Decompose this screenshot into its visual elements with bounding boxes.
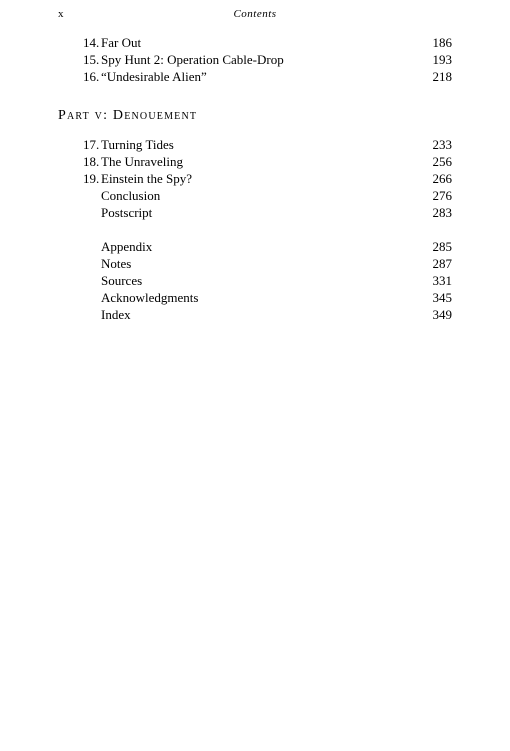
toc-entry: [0, 51, 510, 68]
chapter-title: Postscript: [101, 205, 153, 220]
back-matter-entry: [0, 272, 510, 289]
chapter-title: Conclusion: [101, 188, 161, 203]
back-matter-title: Notes: [101, 256, 132, 271]
back-matter-entry: [0, 255, 510, 272]
chapter-title: Turning Tides: [101, 137, 174, 152]
chapter-number: 15.: [83, 52, 100, 67]
page-number: 331: [432, 273, 452, 288]
page-number: 283: [432, 205, 452, 220]
chapter-number: 17.: [83, 137, 100, 152]
page-number: 287: [432, 256, 452, 271]
chapter-title: Einstein the Spy?: [101, 171, 192, 186]
chapter-title: Far Out: [101, 35, 142, 50]
running-head-title: Contents: [233, 8, 277, 20]
toc-entry: [0, 204, 510, 221]
chapter-number: 19.: [83, 171, 100, 186]
page-number: 345: [432, 290, 452, 305]
chapter-title: “Undesirable Alien”: [101, 69, 207, 84]
back-matter-title: Index: [101, 307, 131, 322]
back-matter-entry: [0, 238, 510, 255]
toc-entry: [0, 68, 510, 85]
page-folio: x: [58, 8, 64, 20]
page-number: 285: [432, 239, 452, 254]
chapter-number: 14.: [83, 35, 100, 50]
page-number: 266: [432, 171, 452, 186]
page-number: 186: [432, 35, 452, 50]
toc-entry: [0, 136, 510, 153]
chapter-number: 16.: [83, 69, 100, 84]
back-matter-title: Sources: [101, 273, 143, 288]
chapter-title: The Unraveling: [101, 154, 183, 169]
toc-entry: [0, 187, 510, 204]
page-number: 349: [432, 307, 452, 322]
toc-entry: [0, 170, 510, 187]
page-number: 218: [432, 69, 452, 84]
page-number: 233: [432, 137, 452, 152]
back-matter-entry: [0, 289, 510, 306]
part-heading: Part v: Denouement: [58, 108, 198, 123]
toc-entry: [0, 34, 510, 51]
page-number: 193: [432, 52, 452, 67]
chapter-title: Spy Hunt 2: Operation Cable-Drop: [101, 52, 284, 67]
page-number: 276: [432, 188, 452, 203]
chapter-number: 18.: [83, 154, 100, 169]
back-matter-title: Acknowledgments: [101, 290, 199, 305]
back-matter-title: Appendix: [101, 239, 153, 254]
running-head: [0, 8, 510, 24]
page-number: 256: [432, 154, 452, 169]
back-matter-entry: [0, 306, 510, 323]
toc-entry: [0, 153, 510, 170]
